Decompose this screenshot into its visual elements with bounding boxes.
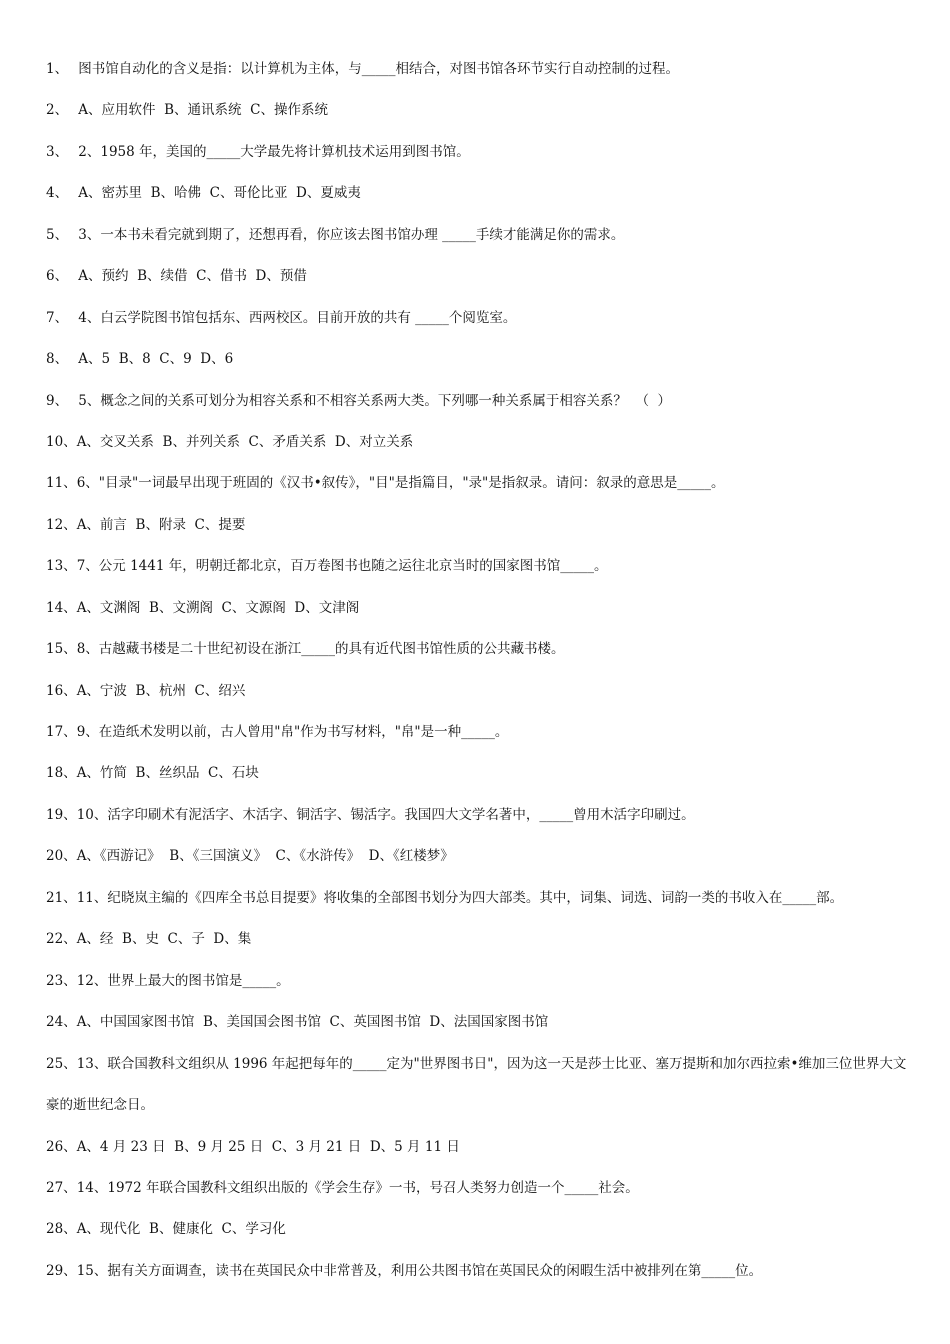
item-text: A、竹简 B、丝织品 C、石块	[76, 765, 259, 782]
item-text: A、《西游记》 B、《三国演义》 C、《水浒传》 D、《红楼梦》	[76, 848, 454, 865]
item-text: 图书馆自动化的含义是指：以计算机为主体，与_____相结合，对图书馆各环节实行自动控制的过程。	[74, 61, 680, 77]
item-text: A、现代化 B、健康化 C、学习化	[76, 1221, 286, 1238]
item-text: A、中国国家图书馆 B、美国国会图书馆 C、英国图书馆 D、法国国家图书馆	[76, 1014, 549, 1031]
item-text: 2、1958 年，美国的_____大学最先将计算机技术运用到图书馆。	[74, 143, 470, 160]
item-number: 6、	[46, 268, 69, 285]
item-text: A、4 月 23 日 B、9 月 25 日 C、3 月 21 日 D、5 月 11 日	[76, 1138, 460, 1155]
item-number: 23、	[46, 972, 77, 989]
list-item	[46, 637, 916, 661]
item-text: A、文渊阁 B、文溯阁 C、文源阁 D、文津阁	[76, 599, 360, 616]
item-number: 3、	[46, 143, 69, 160]
item-number: 11、	[46, 475, 77, 492]
item-number: 10、	[46, 433, 77, 450]
item-text: 6、"目录"一词最早出现于班固的《汉书•叙传》，"目"是指篇目，"录"是指叙录。请问：叙录的意思是_____。	[76, 475, 725, 492]
item-text: A、5 B、8 C、9 D、6	[74, 351, 234, 368]
item-number: 18、	[46, 765, 77, 782]
item-text: 5、概念之间的关系可划分为相容关系和不相容关系两大类。下列哪一种关系属于相容关系？ （ ）	[74, 392, 672, 409]
item-number: 8、	[46, 351, 69, 368]
item-text: 4、白云学院图书馆包括东、西两校区。目前开放的共有 _____个阅览室。	[74, 309, 517, 326]
list-item	[46, 1259, 916, 1283]
item-text: 10、活字印刷术有泥活字、木活字、铜活字、锡活字。我国四大文学名著中，_____曾用木活字印刷过。	[76, 806, 695, 823]
item-number: 29、	[46, 1262, 77, 1279]
item-number: 19、	[46, 806, 77, 823]
item-number: 2、	[46, 102, 69, 119]
item-number: 16、	[46, 682, 77, 699]
list-item	[46, 306, 916, 330]
item-text: A、前言 B、附录 C、提要	[76, 516, 246, 533]
list-item	[46, 181, 916, 205]
item-text: 7、公元 1441 年，明朝迁都北京，百万卷图书也随之运往北京当时的国家图书馆_____。	[76, 558, 608, 575]
question-list	[46, 57, 916, 1300]
item-text: 14、1972 年联合国教科文组织出版的《学会生存》一书，号召人类努力创造一个_____社会。	[76, 1179, 639, 1196]
item-number: 14、	[46, 599, 77, 616]
list-item	[46, 223, 916, 247]
list-item	[46, 264, 916, 288]
list-item	[46, 679, 916, 703]
item-text: 15、据有关方面调查，读书在英国民众中非常普及，利用公共图书馆在英国民众的闲暇生活中被排列在第_____位。	[76, 1262, 763, 1279]
item-number: 1、	[46, 61, 69, 77]
list-item	[46, 1010, 916, 1034]
list-item	[46, 1135, 916, 1159]
list-item	[46, 969, 916, 993]
list-item	[46, 886, 916, 910]
list-item	[46, 927, 916, 951]
list-item	[46, 1217, 916, 1241]
item-number: 9、	[46, 392, 69, 409]
item-number: 27、	[46, 1179, 77, 1196]
list-item	[46, 347, 916, 371]
item-number: 4、	[46, 185, 69, 202]
list-item	[46, 57, 916, 81]
item-number: 5、	[46, 226, 69, 243]
list-item	[46, 554, 916, 578]
item-text: 11、纪晓岚主编的《四库全书总目提要》将收集的全部图书划分为四大部类。其中，词集、词选、词韵一类的书收入在_____部。	[76, 889, 844, 906]
item-number: 21、	[46, 889, 77, 906]
item-number: 25、	[46, 1055, 77, 1072]
item-number: 20、	[46, 848, 77, 865]
item-number: 17、	[46, 724, 77, 740]
item-text: 9、在造纸术发明以前，古人曾用"帛"作为书写材料，"帛"是一种_____。	[76, 724, 509, 740]
list-item	[46, 430, 916, 454]
item-number: 24、	[46, 1014, 77, 1031]
item-text: 13、联合国教科文组织从 1996 年起把每年的_____定为"世界图书日"，因为这一天是莎士比亚、塞万提斯和加尔西拉索•维加三位世界大文豪的逝世纪念日。	[46, 1055, 907, 1113]
item-text: 8、古越藏书楼是二十世纪初设在浙江_____的具有近代图书馆性质的公共藏书楼。	[76, 641, 565, 658]
list-item	[46, 389, 916, 413]
item-number: 26、	[46, 1138, 77, 1155]
item-text: A、宁波 B、杭州 C、绍兴	[76, 682, 246, 699]
list-item	[46, 1044, 916, 1126]
item-text: A、应用软件 B、通讯系统 C、操作系统	[74, 102, 328, 119]
list-item	[46, 803, 916, 827]
item-text: A、交叉关系 B、并列关系 C、矛盾关系 D、对立关系	[76, 433, 414, 450]
list-item	[46, 471, 916, 495]
item-number: 15、	[46, 641, 77, 658]
item-text: 12、世界上最大的图书馆是_____。	[76, 972, 290, 989]
list-item	[46, 761, 916, 785]
list-item	[46, 140, 916, 164]
list-item	[46, 596, 916, 620]
item-number: 13、	[46, 558, 77, 575]
item-number: 7、	[46, 309, 69, 326]
item-number: 28、	[46, 1221, 77, 1238]
list-item	[46, 720, 916, 744]
item-text: A、密苏里 B、哈佛 C、哥伦比亚 D、夏威夷	[74, 185, 361, 202]
item-text: A、预约 B、续借 C、借书 D、预借	[74, 268, 307, 285]
item-text: A、经 B、史 C、子 D、集	[76, 931, 252, 948]
list-item	[46, 1176, 916, 1200]
item-text: 3、一本书未看完就到期了，还想再看，你应该去图书馆办理 _____手续才能满足你的需求。	[74, 226, 625, 243]
list-item	[46, 98, 916, 122]
list-item	[46, 844, 916, 868]
list-item	[46, 513, 916, 537]
item-number: 22、	[46, 931, 77, 948]
item-number: 12、	[46, 516, 77, 533]
